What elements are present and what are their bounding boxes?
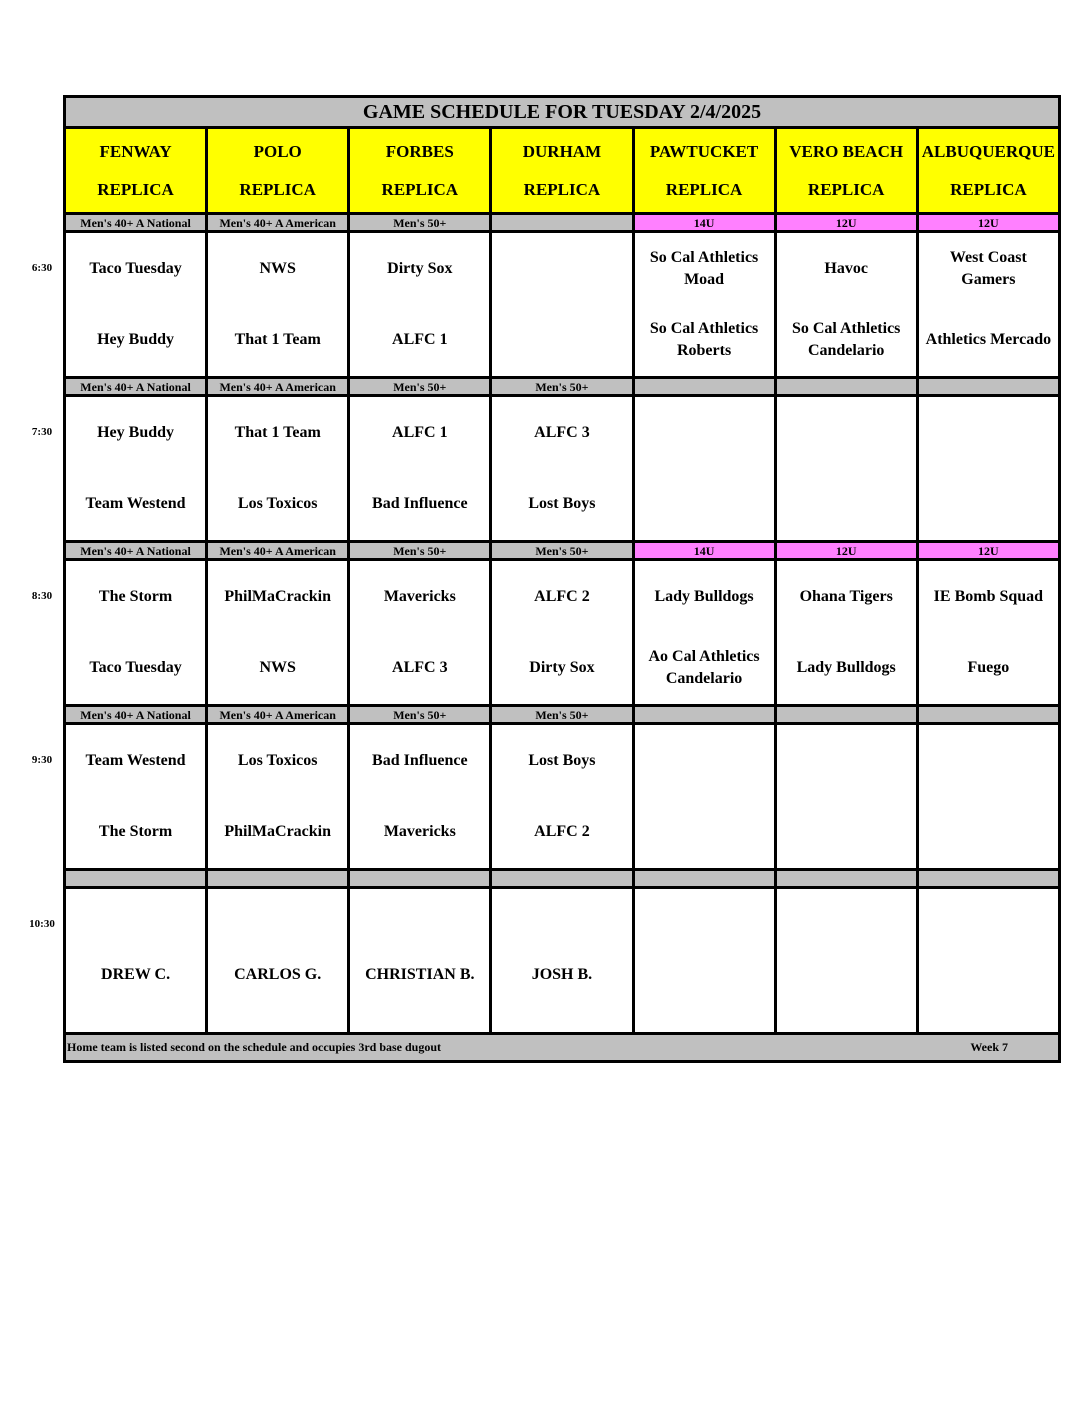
division-row [65,706,1060,724]
time-label: 9:30 [31,753,53,766]
game-cell [775,724,917,870]
game-cell [65,396,207,542]
home-team [777,797,916,868]
division-label: 14U [633,542,775,560]
footer [65,1034,1060,1062]
division-label: Men's 50+ [491,706,633,724]
home-team: So Cal Athletics Roberts [649,320,759,359]
home-team [777,469,916,540]
away-team: Lady Bulldogs [654,588,754,605]
home-team: Los Toxicos [237,495,318,512]
game-cell [917,396,1059,542]
game-cell [207,232,349,378]
field-name: PAWTUCKET [649,141,759,161]
away-team [492,234,631,305]
division-label: Men's 40+ A American [207,214,349,232]
field-subtitle: REPLICA [523,179,601,199]
field-header-durham [491,128,633,214]
home-team: NWS [259,659,296,676]
game-cell [775,232,917,378]
time-label: 7:30 [31,425,53,438]
footer-note: Home team is listed second on the schedule and occupies 3rd base dugout [67,1040,442,1054]
away-team: Los Toxicos [237,752,318,769]
division-label [491,870,633,888]
away-team [777,398,916,469]
home-team: ALFC 2 [534,823,590,840]
home-team: Mavericks [383,823,456,840]
home-team: So Cal Athletics Candelario [791,320,901,359]
division-label: Men's 50+ [349,214,491,232]
away-team: West Coast Gamers [949,249,1027,288]
home-team: Athletics Mercado [925,331,1052,348]
game-cell [633,232,775,378]
time-label: 8:30 [31,589,53,602]
away-team: NWS [259,260,296,277]
division-label [633,378,775,396]
umpire-name: CHRISTIAN B. [365,965,475,983]
field-subtitle: REPLICA [665,179,743,199]
away-team: PhilMaCrackin [224,588,332,605]
home-team: Hey Buddy [97,331,175,348]
away-team: ALFC 2 [534,588,590,605]
division-label [917,870,1059,888]
game-cell [917,232,1059,378]
umpire-name [635,947,774,975]
division-label: Men's 40+ A American [207,378,349,396]
division-label: Men's 40+ A American [207,706,349,724]
field-header-pawtucket [633,128,775,214]
division-row [65,214,1060,232]
umpire-cell [207,888,349,1034]
umpire-cell [65,888,207,1034]
home-team: PhilMaCrackin [224,823,332,840]
game-cell [917,560,1059,706]
field-subtitle: REPLICA [97,179,174,199]
division-row [65,542,1060,560]
division-label: 12U [775,214,917,232]
umpire-name: CARLOS G. [234,965,322,983]
division-label: Men's 40+ A National [65,706,207,724]
game-cell [633,724,775,870]
game-cell [207,724,349,870]
division-label: Men's 40+ A National [65,542,207,560]
home-team [635,797,774,868]
game-cell [65,560,207,706]
away-team: ALFC 1 [392,424,448,441]
away-team: Mavericks [383,588,456,605]
home-team: Ao Cal Athletics Candelario [648,648,760,687]
game-cell [349,560,491,706]
field-subtitle: REPLICA [950,179,1027,199]
game-cell [207,396,349,542]
home-team: Lost Boys [528,495,596,512]
home-team [635,469,774,540]
away-team [919,726,1058,797]
game-cell [491,724,633,870]
division-label [65,870,207,888]
field-name: FENWAY [99,141,172,161]
time-label: 6:30 [31,261,53,274]
division-label: 12U [775,542,917,560]
away-team [777,726,916,797]
field-name: POLO [253,141,302,161]
game-row [65,396,1060,542]
away-team: Dirty Sox [387,260,453,277]
home-team: ALFC 1 [392,331,448,348]
umpire-cell [917,888,1059,1034]
division-label [633,870,775,888]
field-subtitle: REPLICA [239,179,316,199]
game-cell [775,396,917,542]
game-cell [349,232,491,378]
game-row [65,560,1060,706]
division-label: 12U [917,542,1059,560]
home-team: Lady Bulldogs [796,659,896,676]
home-team [919,469,1058,540]
away-team: Hey Buddy [97,424,175,441]
division-label [775,870,917,888]
home-team: That 1 Team [234,331,321,348]
home-team [919,797,1058,868]
away-team: Havoc [824,260,868,277]
home-team: Fuego [967,659,1010,676]
schedule-table [63,95,1061,1063]
division-label: Men's 40+ A American [207,542,349,560]
home-team: Dirty Sox [529,659,595,676]
footer-week: Week 7 [970,1040,1008,1054]
game-cell [207,560,349,706]
division-label: 12U [917,214,1059,232]
home-team: Team Westend [85,495,186,512]
game-cell [349,724,491,870]
away-team: IE Bomb Squad [933,588,1044,605]
division-label [775,706,917,724]
division-label [775,378,917,396]
away-team [635,398,774,469]
game-cell [491,560,633,706]
field-subtitle: REPLICA [807,179,885,199]
page-title: GAME SCHEDULE FOR TUESDAY 2/4/2025 [65,97,1060,128]
division-label [207,870,349,888]
away-team: Ohana Tigers [799,588,893,605]
home-team: Taco Tuesday [89,659,182,676]
field-header-polo [207,128,349,214]
division-label: Men's 50+ [349,542,491,560]
umpire-cell [775,888,917,1034]
game-cell [491,396,633,542]
game-cell [491,232,633,378]
game-row [65,724,1060,870]
umpire-cell [491,888,633,1034]
division-label [491,214,633,232]
field-name: ALBUQUERQUE [921,141,1055,161]
field-header-vero-beach [775,128,917,214]
game-row [65,232,1060,378]
home-team: ALFC 3 [392,659,448,676]
away-team: The Storm [98,588,173,605]
field-name: DURHAM [522,141,602,161]
away-team: Lost Boys [528,752,596,769]
division-label [917,706,1059,724]
game-cell [349,396,491,542]
umpire-name [777,947,916,975]
field-name: FORBES [385,141,454,161]
field-header-fenway [65,128,207,214]
umpire-name: DREW C. [101,965,171,983]
game-cell [917,724,1059,870]
game-cell [65,724,207,870]
umpire-cell [633,888,775,1034]
umpire-name [919,947,1058,975]
umpire-cell [349,888,491,1034]
division-label: 14U [633,214,775,232]
away-team: Bad Influence [372,752,468,769]
away-team: Team Westend [85,752,186,769]
away-team: So Cal Athletics Moad [649,249,759,288]
game-cell [633,560,775,706]
time-label: 10:30 [29,917,55,930]
field-header-albuquerque [917,128,1059,214]
game-cell [775,560,917,706]
home-team: Bad Influence [372,495,468,512]
umpire-name: JOSH B. [531,965,593,983]
division-label [349,870,491,888]
home-team [492,305,631,376]
game-cell [65,232,207,378]
division-label: Men's 50+ [349,706,491,724]
home-team: The Storm [98,823,173,840]
away-team: Taco Tuesday [89,260,182,277]
away-team: That 1 Team [234,424,321,441]
division-label: Men's 50+ [491,378,633,396]
division-label: Men's 50+ [349,378,491,396]
away-team: ALFC 3 [534,424,590,441]
division-label [917,378,1059,396]
division-label: Men's 40+ A National [65,214,207,232]
division-row [65,378,1060,396]
division-label: Men's 50+ [491,542,633,560]
away-team [919,398,1058,469]
field-name: VERO BEACH [789,141,904,161]
division-label: Men's 40+ A National [65,378,207,396]
game-cell [633,396,775,542]
field-header-forbes [349,128,491,214]
division-label [633,706,775,724]
away-team [635,726,774,797]
field-subtitle: REPLICA [381,179,459,199]
